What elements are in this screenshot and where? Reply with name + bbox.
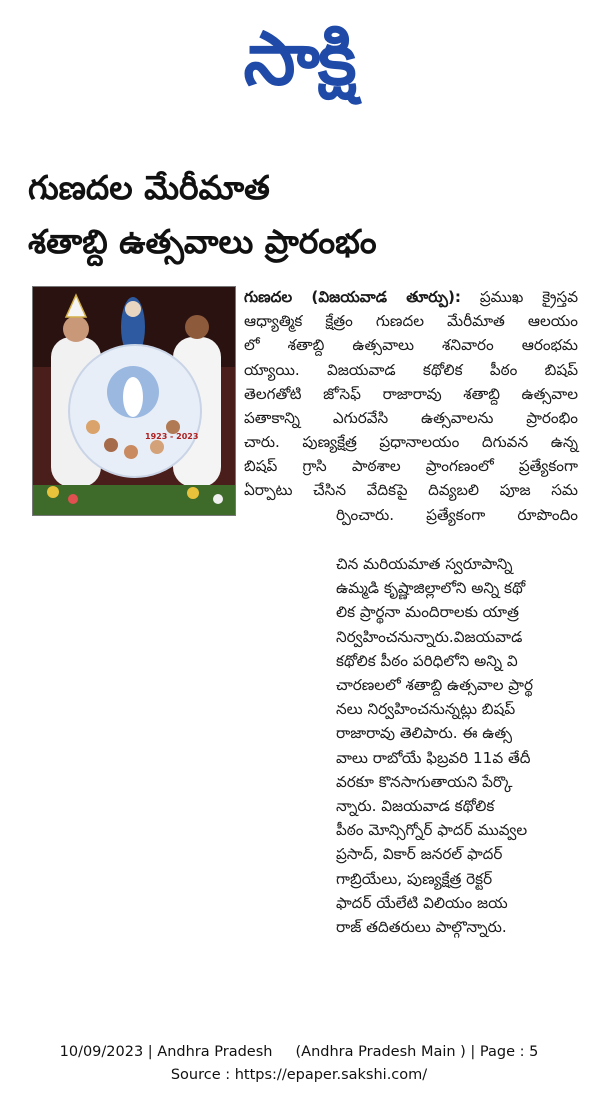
article-line: ఉమ్మడి కృష్ణాజిల్లాలోని అన్ని కథో bbox=[336, 579, 526, 598]
article-line: పీఠం మోన్సిగ్నోర్ ఫాదర్ మువ్వల bbox=[336, 821, 528, 840]
footer-source-link[interactable]: Source : https://epaper.sakshi.com/ bbox=[170, 1067, 428, 1083]
article-line: వరకూ కొనసాగుతాయని పేర్కొ bbox=[336, 772, 513, 791]
article-line-wide bbox=[336, 503, 578, 527]
headline-line-1: గుణదల మేరీమాత bbox=[28, 168, 270, 207]
photo-illustration bbox=[33, 287, 236, 516]
article-photo bbox=[32, 286, 236, 516]
article-line: పతాకాన్ని ఎగురవేసి ఉత్సవాలను ప్రారంభిం bbox=[244, 409, 578, 428]
article-line: కథోలిక పీఠం పరిధిలోని అన్ని వి bbox=[336, 651, 518, 670]
article-line: య్యాయి. విజయవాడ కథోలిక పీఠం బిషప్ bbox=[244, 360, 578, 379]
article-line: ఆధ్యాత్మిక క్షేత్రం గుణదల మేరీమాత ఆలయం bbox=[244, 312, 578, 331]
article-line: రాజ్ తదితరులు పాల్గొన్నారు. bbox=[336, 918, 507, 937]
article-line: లిక ప్రార్థనా మందిరాలకు యాత్ర bbox=[336, 603, 519, 622]
article-column-right bbox=[244, 285, 578, 430]
masthead-logo: సాక్షి bbox=[243, 16, 355, 102]
article-line: తెలగతోటి జోసెఫ్ రాజారావు శతాబ్ది ఉత్సవాల bbox=[244, 384, 578, 403]
article-line: ఫాదర్ యేలేటి విలియం జయ bbox=[336, 893, 508, 912]
article-line: గాబ్రియేలు, పుణ్యక్షేత్ర రెక్టర్ bbox=[336, 869, 493, 888]
article-line: ప్రసాద్, వికార్ జనరల్ ఫాదర్ bbox=[336, 845, 503, 864]
article-line: ర్పించారు. ప్రత్యేకంగా రూపొందిం bbox=[336, 506, 578, 524]
article-line: చారు. పుణ్యక్షేత్ర ప్రధానాలయం దిగువన ఉన్న bbox=[244, 433, 578, 451]
article-line-text: ప్రముఖ క్రైస్తవ bbox=[479, 288, 578, 306]
article-line: నలు నిర్వహించనున్నట్లు బిషప్ bbox=[336, 700, 516, 719]
article-dateline: గుణదల (విజయవాడ తూర్పు): bbox=[244, 288, 461, 306]
footer-edition-info: 10/09/2023 | Andhra Pradesh (Andhra Pradesh Main ) | Page : 5 bbox=[59, 1044, 539, 1060]
article-line: నిర్వహించనున్నారు.విజయవాడ bbox=[336, 627, 523, 646]
article-column-narrow bbox=[336, 552, 578, 939]
article-line: న్నారు. విజయవాడ కథోలిక bbox=[336, 797, 495, 816]
article-line bbox=[244, 285, 578, 309]
article-line: రాజారావు తెలిపారు. ఈ ఉత్స bbox=[336, 724, 513, 743]
article-line: ఏర్పాటు చేసిన వేదికపై దివ్యబలి పూజ సమ bbox=[244, 481, 578, 500]
article-column-full bbox=[244, 430, 578, 503]
article-line: బిషప్ గ్రాసి పాఠశాల ప్రాంగణంలో ప్రత్యేకంగా bbox=[244, 457, 578, 476]
article-line: వాలు రాబోయే ఫిబ్రవరి 11వ తేదీ bbox=[336, 748, 531, 767]
article-line: లో శతాబ్ది ఉత్సవాలు శనివారం ఆరంభమ bbox=[244, 336, 578, 355]
photo-banner-text: 1923 - 2023 bbox=[145, 432, 199, 441]
article-line: చారణలలో శతాబ్ది ఉత్సవాల ప్రార్థ bbox=[336, 676, 533, 695]
article-line: చిన మరియమాత స్వరూపాన్ని bbox=[336, 555, 513, 573]
headline-line-2: శతాబ్ది ఉత్సవాలు ప్రారంభం bbox=[28, 222, 377, 261]
